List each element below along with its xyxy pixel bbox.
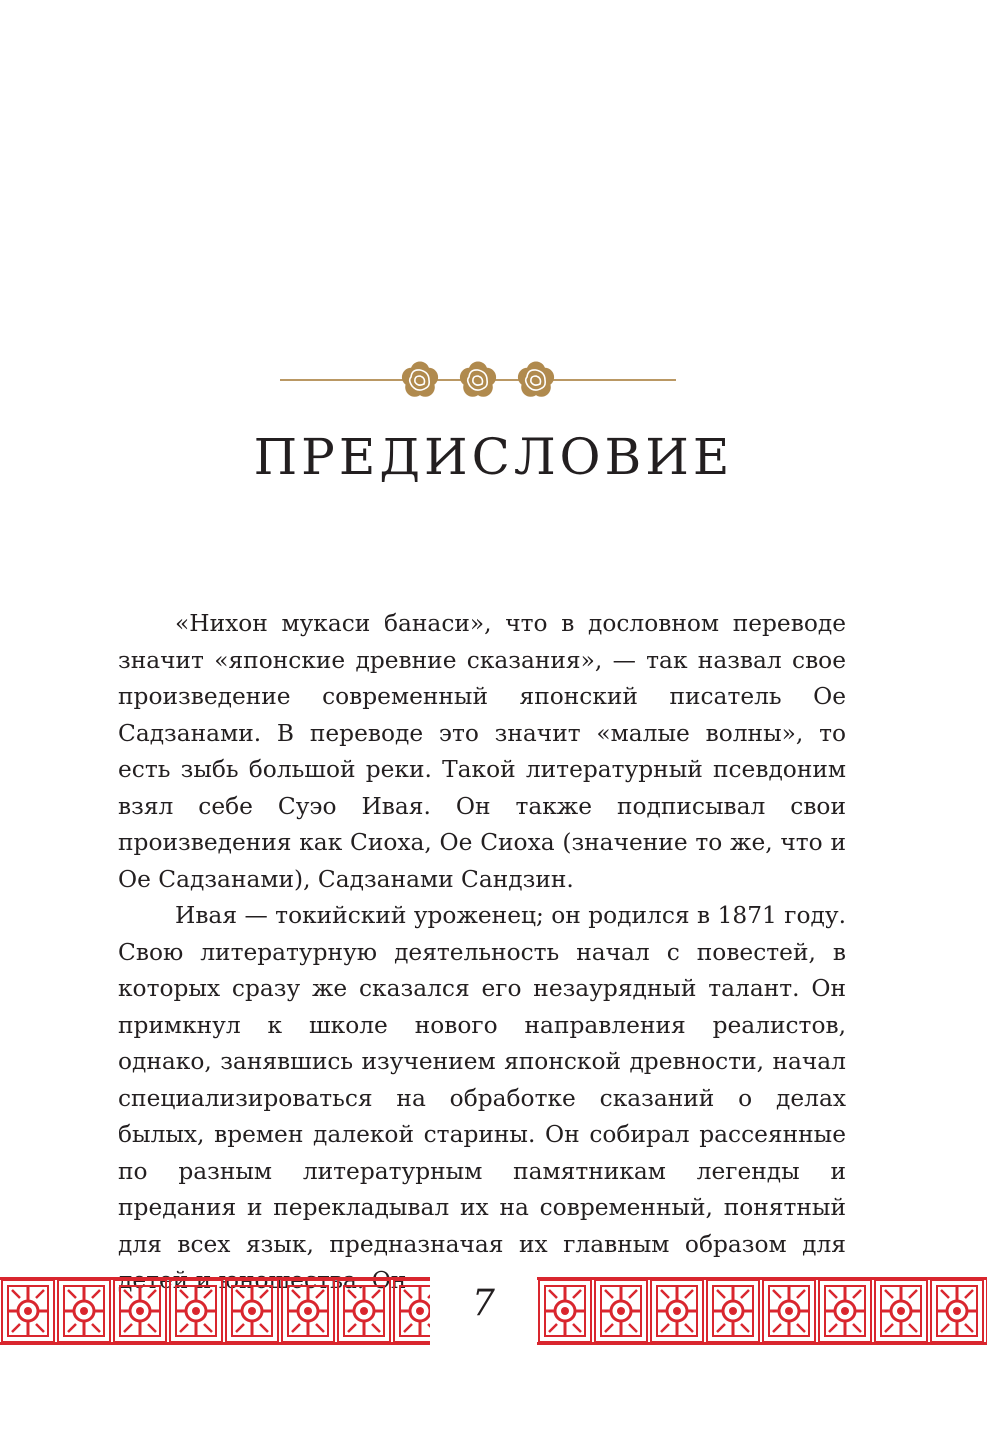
red-lattice-pattern-icon [0,1276,430,1346]
page-number: 7 [472,1283,495,1324]
paragraph: «Нихон мукаси банаси», что в дословном переводе значит «японские древние сказания», — так назвал свое произведение современный японский писатель Ое Садзанами. В переводе это значит «малые волны», то есть зыбь большой реки. Такой литературный псевдоним взял себе Суэо Ивая. Он также подписывал свои произведения как Сиоха, Ое Сиоха (значение то же, что и Ое Садзанами), Садзанами Сандзин. [118,610,846,893]
three-flower-ornament-icon [280,350,676,410]
paragraph: Ивая — токийский уроженец; он родился в 1871 году. Свою литературную деятельность начал с повестей, в которых сразу же сказался его незаурядный талант. Он примкнул к школе нового направления реалистов, однако, занявшись изучением японской древности, начал специализироваться на обработке сказаний о делах былых, времен далекой старины. Он собирал рассеянные по разным литературным памятникам легенды и предания и перекладывал их на современный, понятный для всех язык, предназначая их главным образом для [118,902,846,1258]
red-lattice-pattern-icon [537,1276,987,1346]
page-title: ПРЕДИСЛОВИЕ [253,428,734,486]
body-text [118,606,846,1300]
